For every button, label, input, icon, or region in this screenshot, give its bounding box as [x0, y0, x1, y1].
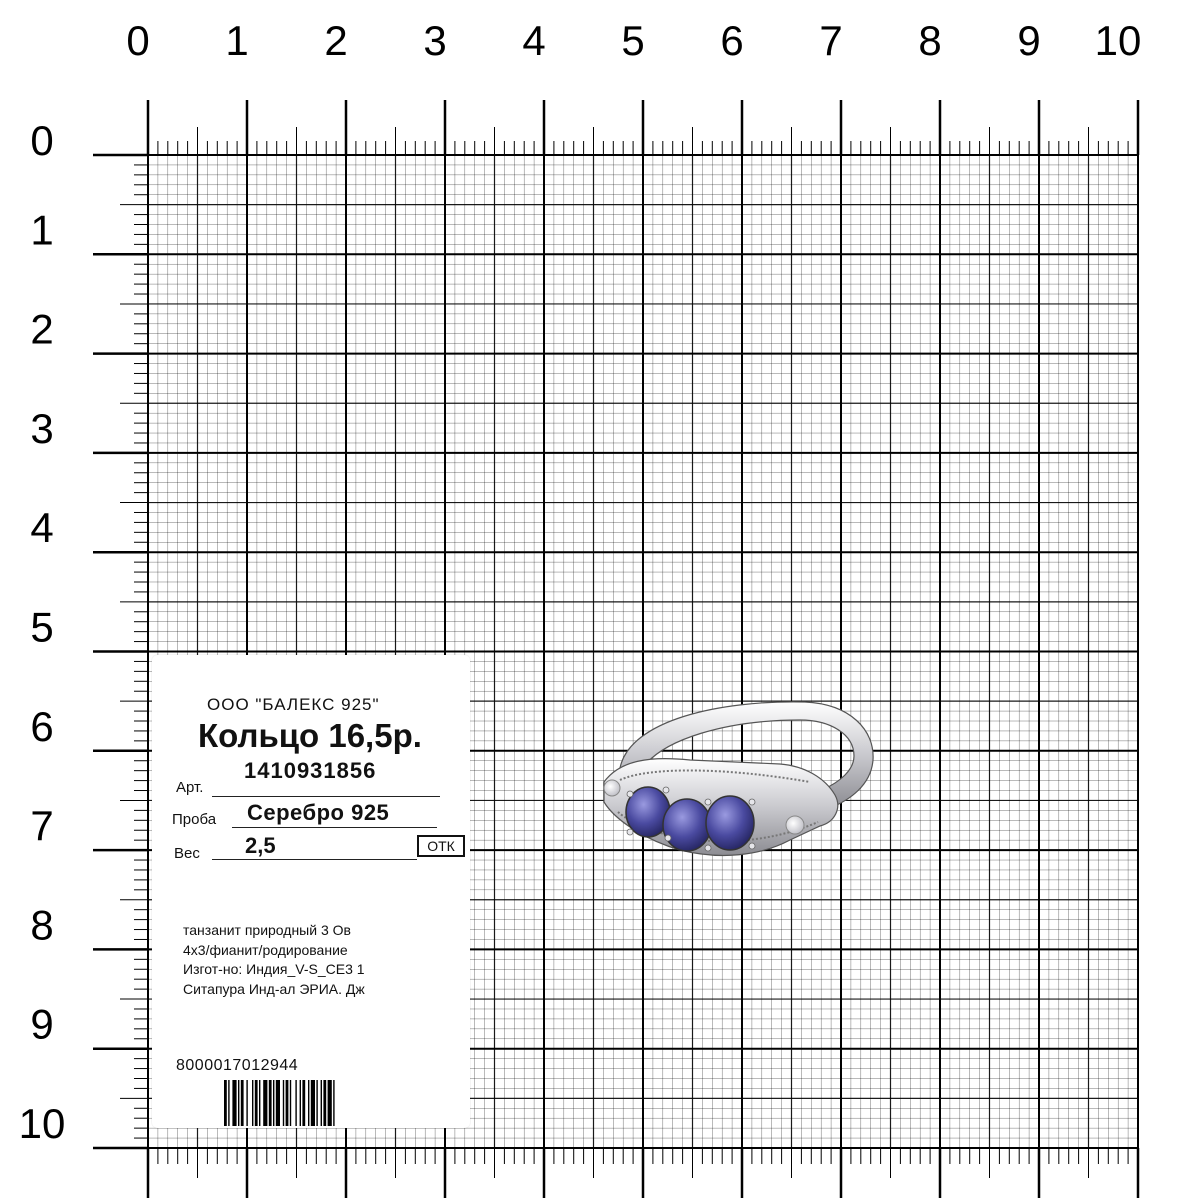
- assay-label: Проба: [172, 811, 217, 828]
- barcode-bar: [308, 1080, 309, 1126]
- top-ruler-label: 9: [1017, 17, 1041, 64]
- left-ruler-label: 1: [30, 206, 54, 254]
- top-ruler-label: 4: [522, 17, 546, 64]
- left-ruler-label: 7: [30, 802, 54, 850]
- company-name: ООО "БАЛЕКС 925": [207, 695, 380, 714]
- barcode-bar: [252, 1080, 253, 1126]
- barcode-bar: [269, 1080, 272, 1126]
- barcode-bar: [333, 1080, 334, 1126]
- top-ruler-label: 0: [126, 17, 150, 64]
- description-line: Изгот-но: Индия_V-S_CE3 1: [183, 961, 365, 977]
- barcode-bar: [246, 1080, 247, 1126]
- article-label: Арт.: [176, 779, 204, 796]
- barcode-bar: [238, 1080, 239, 1126]
- barcode-bar: [273, 1080, 274, 1126]
- barcode-bar: [300, 1080, 301, 1126]
- barcode-bar: [286, 1080, 289, 1126]
- assay-underline: [232, 827, 437, 828]
- barcode-bar: [255, 1080, 258, 1126]
- description-line: танзанит природный 3 Ов: [183, 922, 351, 938]
- left-ruler-label: 10: [18, 1100, 66, 1147]
- barcode-bar: [290, 1080, 291, 1126]
- barcode-bar: [295, 1080, 296, 1126]
- top-ruler-label: 10: [1094, 17, 1142, 64]
- left-ruler-label: 0: [30, 117, 54, 164]
- price-tag: [152, 655, 470, 1128]
- barcode-bar: [241, 1080, 244, 1126]
- weight-value: 2,5: [245, 833, 276, 858]
- top-ruler-label: 2: [324, 17, 348, 64]
- description-line: Ситапура Инд-ал ЭРИА. Дж: [183, 980, 365, 997]
- left-ruler-label: 6: [30, 702, 54, 750]
- barcode-bar: [259, 1080, 260, 1126]
- top-ruler-label: 7: [819, 17, 843, 64]
- barcode-bar: [232, 1080, 236, 1126]
- barcode-bar: [228, 1080, 229, 1126]
- otk-stamp-box: ОТК: [417, 835, 465, 857]
- barcode-bar: [316, 1080, 317, 1126]
- article-underline: [212, 796, 440, 797]
- product-title: Кольцо 16,5р.: [198, 717, 422, 754]
- product-description: [183, 921, 453, 999]
- barcode: [224, 1080, 414, 1126]
- left-ruler-label: 4: [30, 504, 54, 552]
- left-ruler-labels: [19, 117, 66, 1147]
- barcode-bar: [263, 1080, 267, 1126]
- top-ruler-labels: [126, 17, 1141, 64]
- cubic-zirconia-stone: [604, 780, 620, 796]
- barcode-bar: [224, 1080, 227, 1126]
- barcode-bar: [328, 1080, 332, 1126]
- barcode-bar: [321, 1080, 322, 1126]
- weight-underline: [212, 859, 417, 860]
- top-ruler-label: 6: [720, 17, 744, 64]
- left-ruler-label: 5: [30, 603, 54, 651]
- ring-image: [590, 690, 890, 870]
- top-ruler-label: 1: [225, 17, 249, 64]
- barcode-number: 8000017012944: [176, 1057, 299, 1074]
- top-ruler-label: 3: [423, 17, 447, 64]
- barcode-bar: [276, 1080, 280, 1126]
- barcode-bar: [283, 1080, 284, 1126]
- weight-label: Вес: [174, 845, 200, 862]
- left-ruler-label: 2: [30, 305, 54, 353]
- barcode-bar: [302, 1080, 305, 1126]
- description-line: 4х3/фианит/родирование: [183, 941, 348, 958]
- left-ruler-label: 3: [30, 404, 54, 452]
- cubic-zirconia-stone: [786, 816, 804, 834]
- left-ruler-label: 9: [30, 1000, 54, 1048]
- barcode-bar: [311, 1080, 315, 1126]
- tanzanite-stone: [706, 796, 754, 850]
- top-ruler-label: 8: [918, 17, 942, 64]
- barcode-bar: [323, 1080, 326, 1126]
- top-ruler-label: 5: [621, 17, 645, 64]
- left-ruler-label: 8: [30, 901, 54, 949]
- assay-value: Серебро 925: [247, 800, 390, 825]
- tanzanite-stone: [663, 799, 711, 851]
- article-value: 1410931856: [244, 758, 377, 783]
